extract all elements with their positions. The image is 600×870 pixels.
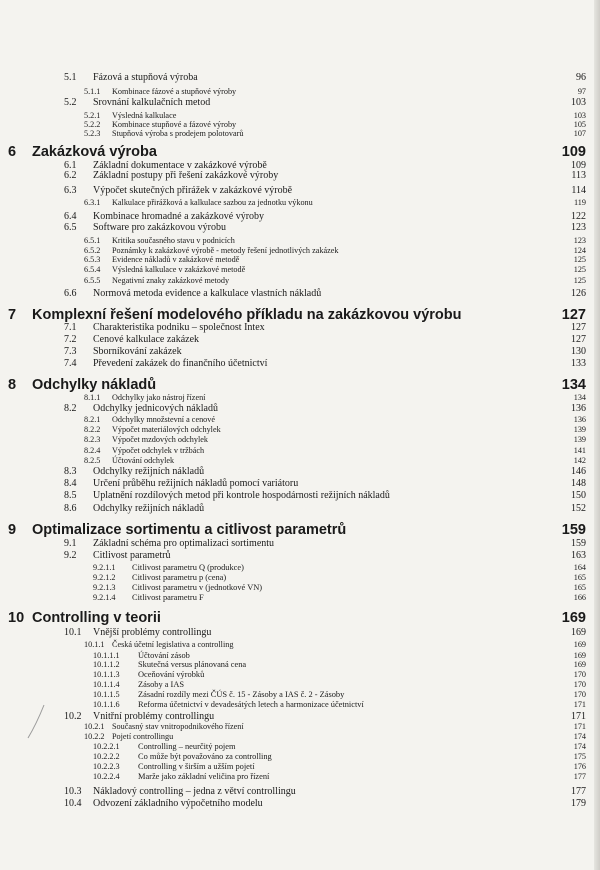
section-title: Sborníkování zakázek [93,346,182,357]
page-number: 163 [571,550,586,561]
section-title: Controlling v teorii [32,610,161,626]
section-title: Účtování odchylek [112,456,175,465]
section-title: Kritika současného stavu v podnicích [112,236,235,245]
page-number: 177 [571,786,586,797]
section-title: Fázová a stupňová výroba [93,72,198,83]
page-number: 170 [573,680,586,689]
section-title: Srovnání kalkulačních metod [93,97,211,108]
page-number: 107 [573,129,586,138]
section-title: Základní postupy při řešení zakázkové výroby [93,170,279,181]
section-title: Controlling v širším a užším pojetí [138,762,255,771]
section-number: 6.1 [64,160,77,171]
section-number: 10.1.1.6 [93,700,120,709]
section-number: 8.3 [64,466,77,477]
section-number: 10.4 [64,798,82,809]
section-title: Citlivost parametru Q (produkce) [132,563,244,572]
page-number: 171 [573,700,586,709]
page-number: 141 [573,446,586,455]
section-number: 6.5.5 [84,276,101,285]
section-number: 10.1.1.5 [93,690,120,699]
section-number: 8.1.1 [84,393,101,402]
section-title: Co může být považováno za controlling [138,752,272,761]
page-number: 109 [561,144,586,160]
section-title: Současný stav vnitropodnikového řízení [112,722,244,731]
page-number: 126 [571,288,586,299]
section-number: 7.2 [64,334,77,345]
section-number: 8.6 [64,503,77,514]
page-number: 170 [573,670,586,679]
section-number: 8.2.1 [84,415,101,424]
section-number: 10.1 [64,627,82,638]
page-number: 169 [573,640,586,649]
section-number: 8.2.4 [84,446,101,455]
section-number: 8.2.5 [84,456,101,465]
page-number: 152 [571,503,586,514]
section-number: 9.2.1.3 [93,583,116,592]
section-number: 7.4 [64,358,77,369]
section-title: Poznámky k zakázkové výrobě - metody řešení jednotlivých zakázek [112,246,339,255]
section-number: 7.3 [64,346,77,357]
section-number: 8.2.3 [84,435,101,444]
section-number: 6.6 [64,288,77,299]
section-title: Zásoby a IAS [138,680,185,689]
page-number: 127 [571,322,586,333]
section-number: 10.1.1.1 [93,651,120,660]
section-number: 6.2 [64,170,77,181]
page-number: 127 [571,334,586,345]
page-number: 174 [573,732,586,741]
section-number: 9.2.1.1 [93,563,116,572]
page-number: 179 [571,798,586,809]
section-title: Odchylky režijních nákladů [93,503,205,514]
section-title: Odchylky množstevní a cenové [112,415,215,424]
section-number: 5.1 [64,72,77,83]
page-number: 148 [571,478,586,489]
page-number: 136 [571,403,586,414]
section-title: Základní dokumentace v zakázkové výrobě [93,160,267,171]
section-title: Kombinace hromadné a zakázkové výroby [93,211,265,222]
page-number: 133 [571,358,586,369]
section-number: 5.2.2 [84,120,101,129]
section-number: 10.2.2.2 [93,752,120,761]
section-title: Odchylky jednicových nákladů [93,403,218,414]
page-number: 113 [571,170,586,181]
section-title: Výsledná kalkulace v zakázkové metodě [112,265,246,274]
section-title: Citlivost parametru p (cena) [132,573,227,582]
section-title: Charakteristika podniku – společnost Intex [93,322,265,333]
page-number: 175 [573,752,586,761]
section-number: 6 [8,144,17,160]
section-title: Optimalizace sortimentu a citlivost parametrů [32,522,347,538]
page-number: 109 [571,160,586,171]
page-number: 123 [573,236,586,245]
section-number: 6.5.4 [84,265,101,274]
page-number: 103 [571,97,586,108]
page-number: 97 [577,87,586,96]
section-title: Kombinace stupňové a fázové výroby [112,120,237,129]
page-number: 134 [573,393,586,402]
section-number: 7.1 [64,322,77,333]
page-number: 176 [573,762,586,771]
section-title: Citlivost parametru F [132,593,204,602]
section-title: Vnější problémy controllingu [93,627,212,638]
section-number: 6.5 [64,222,77,233]
page-number: 125 [573,265,586,274]
section-number: 10.3 [64,786,82,797]
section-number: 9.2.1.2 [93,573,116,582]
section-number: 8.4 [64,478,77,489]
section-number: 10.1.1.2 [93,660,120,669]
page-number: 169 [573,651,586,660]
page-number: 96 [576,72,586,83]
page-number: 127 [561,307,586,323]
section-title: Zakázková výroba [32,144,157,160]
section-number: 6.3 [64,185,77,196]
section-title: Citlivost parametrů [93,550,171,561]
section-number: 5.2 [64,97,77,108]
section-title: Kombinace fázové a stupňové výroby [112,87,237,96]
page-number: 134 [561,377,586,393]
page-number: 159 [561,522,586,538]
section-number: 9.2.1.4 [93,593,116,602]
section-number: 8 [8,377,17,393]
section-number: 5.2.1 [84,111,101,120]
section-title: Výsledná kalkulace [112,111,177,120]
page-number: 125 [573,255,586,264]
section-title: Výpočet odchylek v tržbách [112,446,205,455]
section-title: Normová metoda evidence a kalkulace vlastních nákladů [93,288,322,299]
page-number: 124 [573,246,586,255]
page-number: 177 [573,772,586,781]
page-number: 105 [573,120,586,129]
section-title: Zásadní rozdíly mezi ČÚS č. 15 - Zásoby a IAS č. 2 - Zásoby [138,690,345,699]
section-title: Kalkulace přirážková a kalkulace sazbou za jednotku výkonu [112,198,313,207]
section-number: 6.5.3 [84,255,101,264]
page-number: 139 [573,435,586,444]
section-title: Výpočet materiálových odchylek [112,425,221,434]
section-number: 7 [8,307,17,323]
section-title: Odchylky nákladů [32,377,157,393]
page-number: 130 [571,346,586,357]
section-number: 10 [8,610,25,626]
section-number: 9.2 [64,550,77,561]
section-number: 8.2 [64,403,77,414]
section-title: Základní schéma pro optimalizaci sortimentu [93,538,275,549]
section-number: 6.4 [64,211,77,222]
section-title: Nákladový controlling – jedna z větví controllingu [93,786,296,797]
section-title: Komplexní řešení modelového příkladu na zakázkovou výrobu [32,307,462,323]
section-number: 9.1 [64,538,77,549]
section-number: 8.2.2 [84,425,101,434]
section-number: 5.2.3 [84,129,101,138]
section-title: Převedení zakázek do finančního účetnictví [93,358,268,369]
page-number: 150 [571,490,586,501]
page-number: 139 [573,425,586,434]
section-title: Stupňová výroba s prodejem polotovarů [112,129,244,138]
page-number: 164 [573,563,586,572]
section-number: 10.2 [64,711,82,722]
page-number: 169 [573,660,586,669]
section-title: Oceňování výrobků [138,670,205,679]
page-number: 125 [573,276,586,285]
section-title: Pojetí controllingu [112,732,174,741]
page-number: 136 [573,415,586,424]
page-number: 123 [571,222,586,233]
section-number: 8.5 [64,490,77,501]
section-title: Odchylky režijních nákladů [93,466,205,477]
section-title: Evidence nákladů v zakázkové metodě [112,255,240,264]
section-title: Negativní znaky zakázkové metody [112,276,230,285]
page-number: 166 [573,593,586,602]
section-title: Controlling – neurčitý pojem [138,742,236,751]
section-title: Účtování zásob [138,651,190,660]
page-number: 159 [571,538,586,549]
page-number: 174 [573,742,586,751]
section-number: 10.1.1 [84,640,105,649]
section-number: 10.2.2.4 [93,772,120,781]
page-number: 165 [573,583,586,592]
section-title: Vnitřní problémy controllingu [93,711,215,722]
page-number: 171 [571,711,586,722]
page-number: 170 [573,690,586,699]
page-number: 169 [561,610,586,626]
section-number: 10.2.2 [84,732,105,741]
page-number: 142 [573,456,586,465]
section-title: Česká účetní legislativa a controlling [112,640,234,649]
page-number: 165 [573,573,586,582]
page-number: 146 [571,466,586,477]
section-number: 10.2.2.1 [93,742,120,751]
section-number: 10.2.2.3 [93,762,120,771]
section-title: Uplatnění rozdílových metod při kontrole hospodárnosti režijních nákladů [93,490,390,501]
section-title: Odvození základního výpočetního modelu [93,798,263,809]
section-number: 5.1.1 [84,87,101,96]
page-number: 119 [574,198,586,207]
page-number: 122 [571,211,586,222]
section-title: Cenové kalkulace zakázek [93,334,200,345]
section-title: Reforma účetnictví v devadesátých letech a harmonizace účetnictví [138,700,364,709]
section-title: Výpočet skutečných přirážek v zakázkové výrobě [93,185,293,196]
section-number: 10.1.1.3 [93,670,120,679]
section-number: 6.5.2 [84,246,101,255]
page-number: 114 [571,185,586,196]
section-number: 10.2.1 [84,722,105,731]
page-number: 171 [573,722,586,731]
section-title: Výpočet mzdových odchylek [112,435,208,444]
section-title: Určení průběhu režijních nákladů pomocí variátoru [93,478,299,489]
section-number: 9 [8,522,17,538]
section-number: 6.5.1 [84,236,101,245]
section-title: Citlivost parametru v (jednotkové VN) [132,583,263,592]
page-number: 103 [573,111,586,120]
section-title: Skutečná versus plánovaná cena [138,660,247,669]
page-number: 169 [571,627,586,638]
section-title: Software pro zakázkovou výrobu [93,222,227,233]
section-title: Odchylky jako nástroj řízení [112,393,206,402]
section-number: 10.1.1.4 [93,680,120,689]
section-number: 6.3.1 [84,198,101,207]
section-title: Marže jako základní veličina pro řízení [138,772,270,781]
